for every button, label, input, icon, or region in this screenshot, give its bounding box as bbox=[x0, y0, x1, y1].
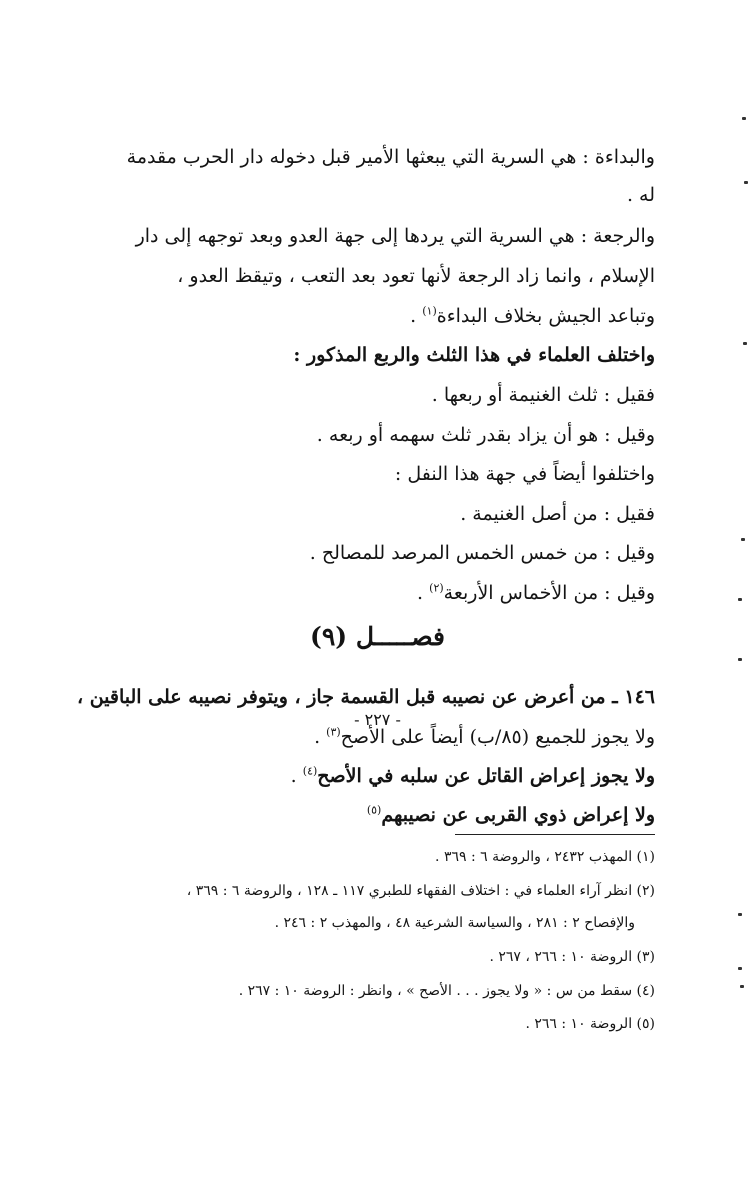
body-line-8: وقيل : هو أن يزاد بقدر ثلث سهمه أو ربعه . bbox=[316, 424, 655, 446]
footnote-4: (٤) سقط من س : « ولا يجوز . . . الأصح » ، وانظر : الروضة ١٠ : ٢٦٧ . bbox=[238, 983, 655, 999]
footnote-1: (١) المهذب ٢٤٣٢ ، والروضة ٦ : ٣٦٩ . bbox=[435, 849, 655, 865]
footnote-2-continued: والإفصاح ٢ : ٢٨١ ، والسياسة الشرعية ٤٨ ، والمهذب ٢ : ٢٤٦ . bbox=[274, 915, 635, 931]
footnote-ref-5: (٥) bbox=[366, 803, 382, 817]
scan-speck bbox=[740, 985, 744, 988]
section-line-4: ولا إعراض ذوي القربى عن نصيبهم$^{(٥)}$ bbox=[366, 803, 655, 826]
footnote-3: (٣) الروضة ١٠ : ٢٦٦ ، ٢٦٧ . bbox=[489, 949, 655, 965]
scan-speck bbox=[744, 181, 748, 184]
section-heading: فصـــــل (٩) bbox=[310, 622, 445, 651]
scan-speck bbox=[738, 967, 742, 970]
body-line-5: وتباعد الجيش بخلاف البداءة$^{(١)}$ . bbox=[410, 304, 655, 327]
footnote-5: (٥) الروضة ١٠ : ٢٦٦ . bbox=[525, 1016, 655, 1032]
body-line-4: الإسلام ، وانما زاد الرجعة لأنها تعود بعد التعب ، وتيقظ العدو ، bbox=[177, 265, 655, 287]
scan-speck bbox=[741, 538, 745, 541]
footnote-ref-1: (١) bbox=[422, 304, 437, 318]
section-line-2: ولا يجوز للجميع (٨٥/ب) أيضاً على الأصح$^{(٣)}$ . bbox=[314, 725, 655, 748]
section-line-3: ولا يجوز إعراض القاتل عن سلبه في الأصح$^{(٤)}$ . bbox=[290, 764, 655, 787]
body-line-2: له . bbox=[626, 184, 655, 206]
body-line-7: فقيل : ثلث الغنيمة أو ربعها . bbox=[431, 384, 655, 406]
body-line-11: وقيل : من خمس الخمس المرصد للمصالح . bbox=[309, 542, 655, 564]
scan-speck bbox=[743, 342, 747, 345]
footnote-ref-3: (٣) bbox=[326, 725, 341, 739]
scan-speck bbox=[738, 913, 742, 916]
footnote-ref-2: (٢) bbox=[429, 581, 444, 595]
body-line-10: فقيل : من أصل الغنيمة . bbox=[460, 503, 655, 525]
body-line-9: واختلفوا أيضاً في جهة هذا النفل : bbox=[394, 463, 655, 485]
page-number: - ٢٢٧ - bbox=[354, 710, 401, 729]
scan-speck bbox=[742, 117, 746, 120]
body-line-3: والرجعة : هي السرية التي يردها إلى جهة العدو وبعد توجهه إلى دار bbox=[135, 225, 655, 247]
footnote-separator bbox=[455, 834, 655, 835]
body-line-12: وقيل : من الأخماس الأربعة$^{(٢)}$ . bbox=[417, 581, 655, 604]
scan-speck bbox=[738, 658, 742, 661]
footnote-2: (٢) انظر آراء العلماء في : اختلاف الفقهاء للطبري ١١٧ ـ ١٢٨ ، والروضة ٦ : ٣٦٩ ، bbox=[186, 883, 655, 899]
scan-speck bbox=[738, 598, 742, 601]
body-line-1: والبداءة : هي السرية التي يبعثها الأمير قبل دخوله دار الحرب مقدمة bbox=[126, 146, 655, 168]
section-line-1: ١٤٦ ـ من أعرض عن نصيبه قبل القسمة جاز ، ويتوفر نصيبه على الباقين ، bbox=[76, 686, 655, 708]
footnote-ref-4: (٤) bbox=[302, 764, 318, 778]
body-line-6: واختلف العلماء في هذا الثلث والربع المذكور : bbox=[293, 344, 655, 366]
